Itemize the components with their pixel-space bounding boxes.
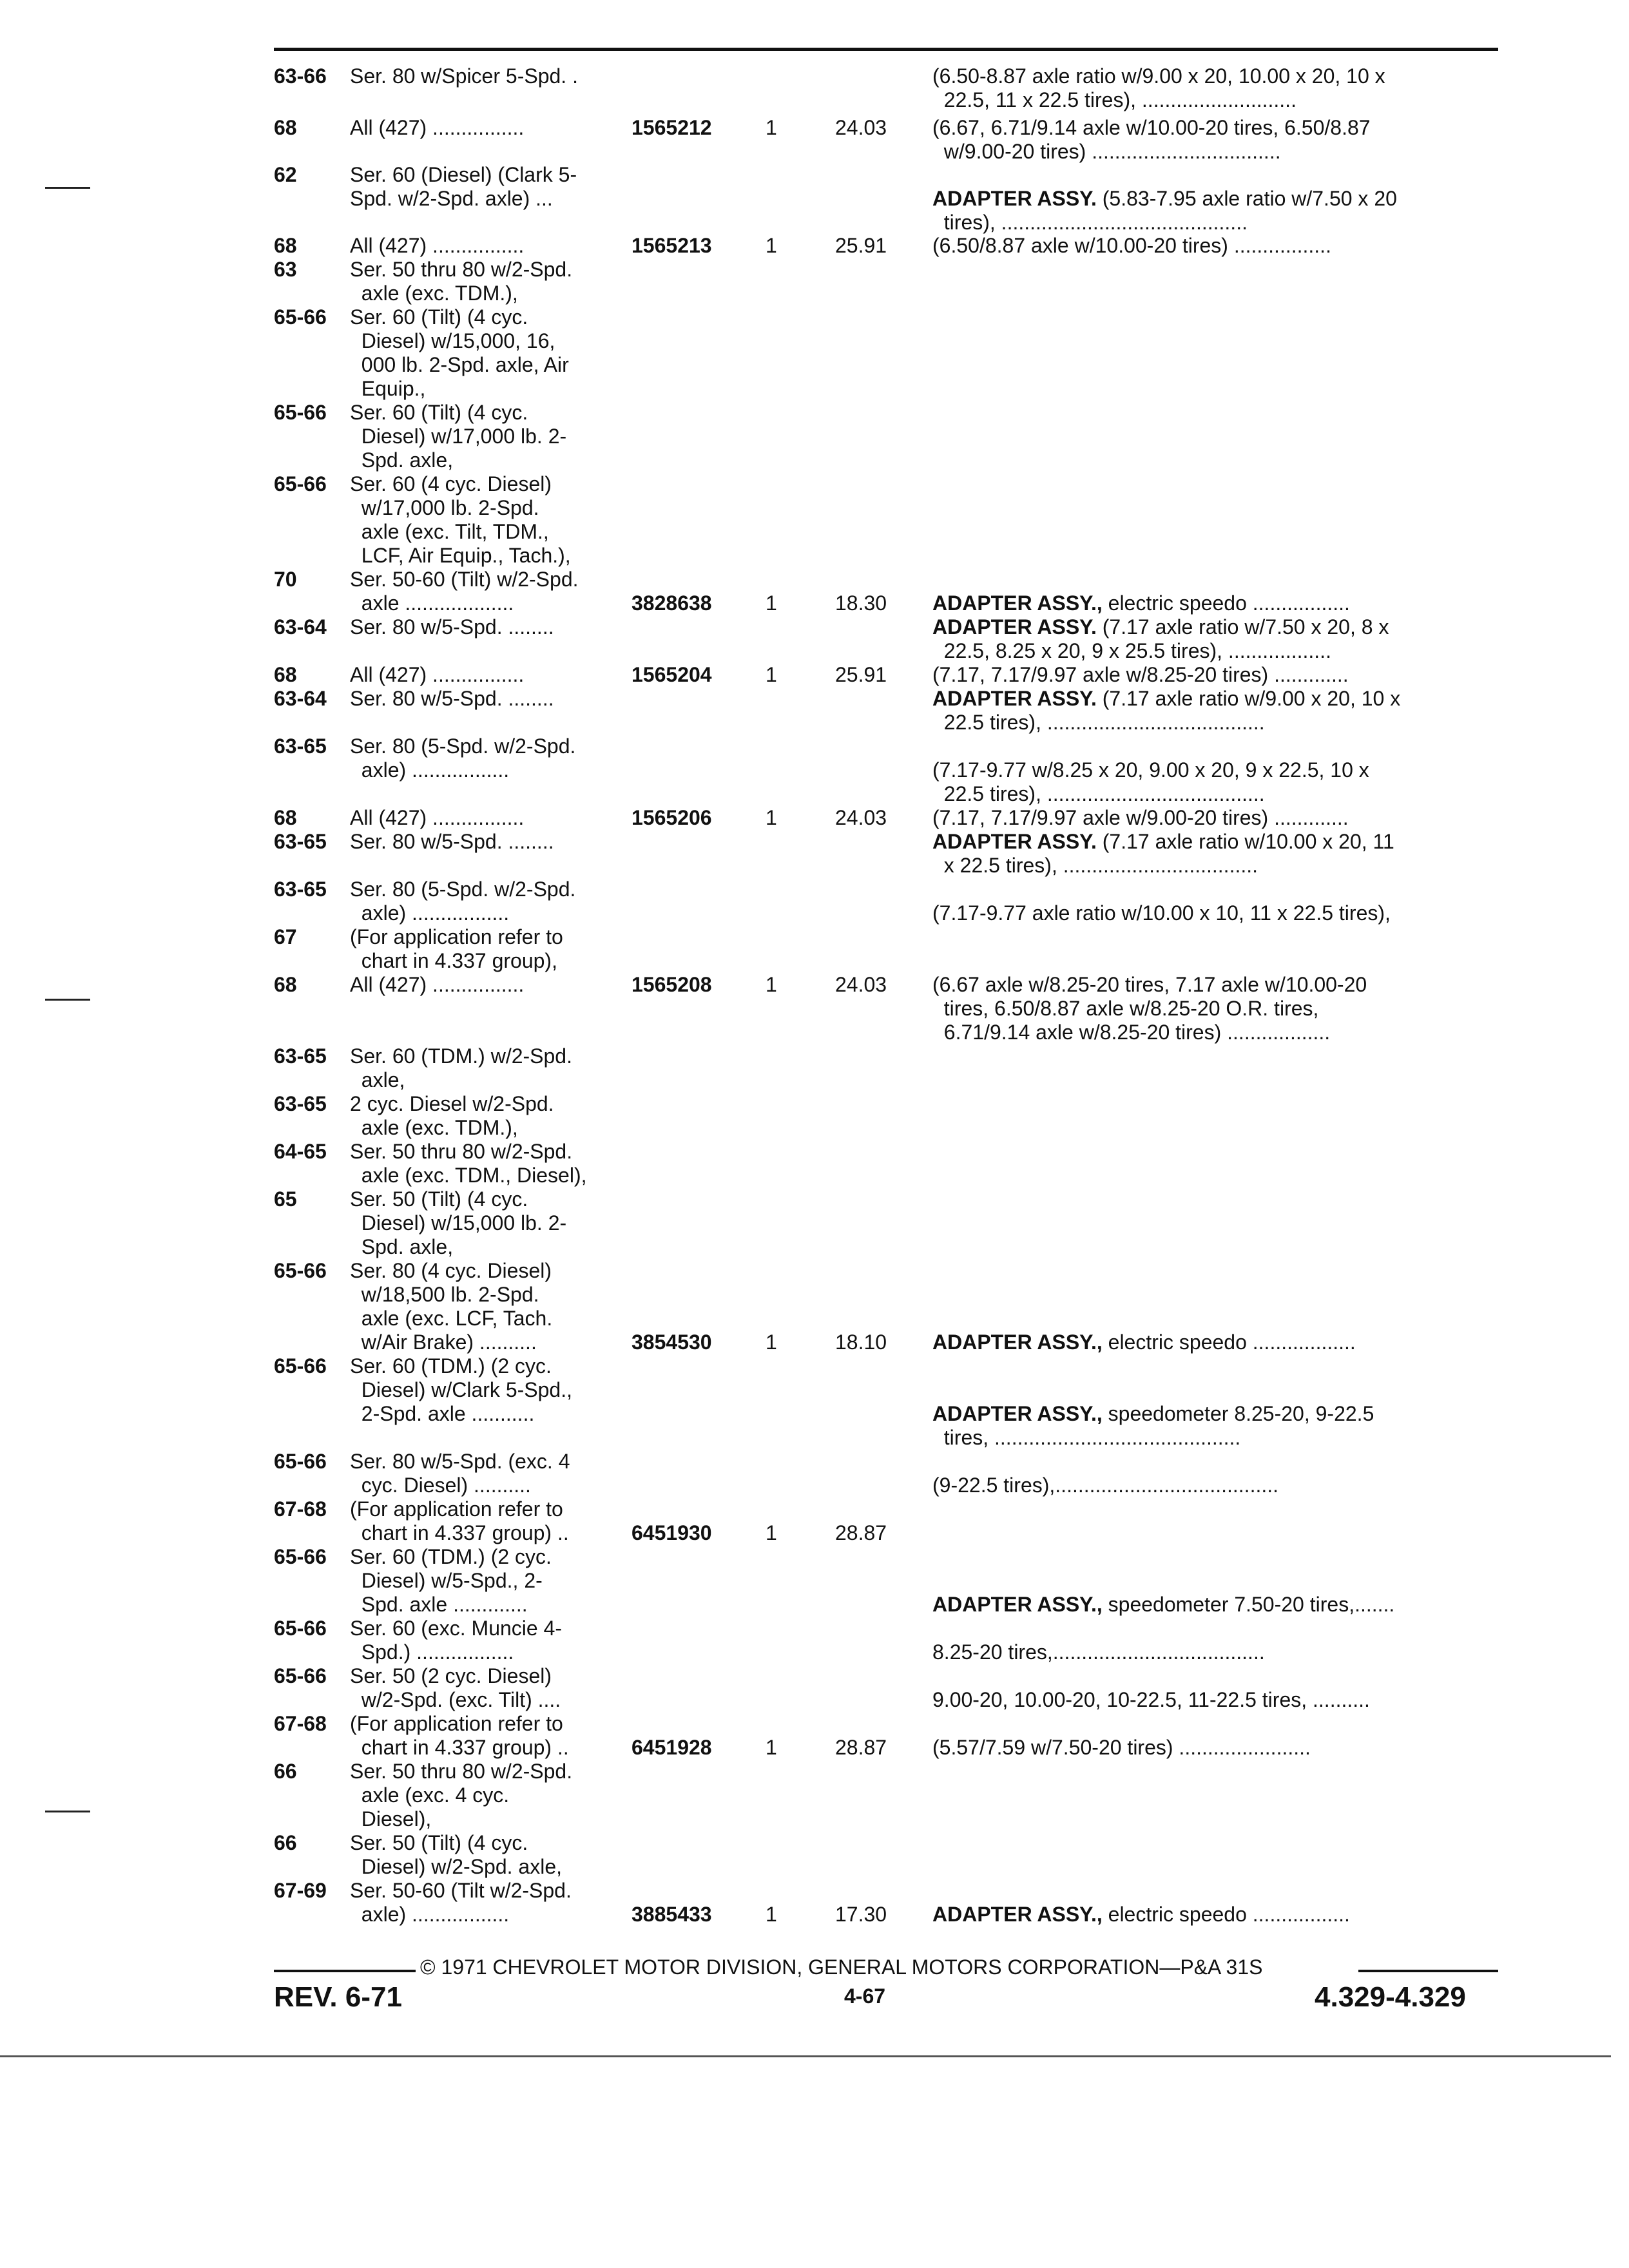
description-body: electric speedo .................. bbox=[1108, 1331, 1356, 1354]
description-body: speedometer 7.50-20 tires,....... bbox=[1108, 1593, 1395, 1616]
model-year: 62 bbox=[274, 163, 297, 186]
quantity: 1 bbox=[766, 591, 777, 615]
quantity: 1 bbox=[766, 663, 777, 686]
quantity: 1 bbox=[766, 1331, 777, 1354]
application-text: (For application refer to chart in 4.337 group) .. bbox=[350, 1712, 569, 1759]
description-text bbox=[932, 1593, 1394, 1617]
part-number: 1565206 bbox=[631, 806, 712, 829]
application-text: All (427) ................ bbox=[350, 806, 525, 829]
top-rule bbox=[274, 48, 1498, 51]
margin-mark bbox=[45, 999, 90, 1001]
description-text bbox=[932, 758, 1369, 806]
description-body: (7.17, 7.17/9.97 axle w/9.00-20 tires) ............. bbox=[932, 806, 1349, 829]
description-heading: ADAPTER ASSY., bbox=[932, 1903, 1108, 1926]
quantity: 1 bbox=[766, 1521, 777, 1544]
description-text bbox=[932, 64, 1385, 112]
description-text bbox=[932, 1474, 1278, 1497]
application-text: 2 cyc. Diesel w/2-Spd. axle (exc. TDM.), bbox=[350, 1092, 554, 1139]
description-body: speedometer 8.25-20, 9-22.5 tires, ........................................... bbox=[943, 1402, 1374, 1449]
description-text bbox=[932, 1688, 1370, 1712]
price: 28.87 bbox=[835, 1521, 887, 1544]
description-text bbox=[932, 973, 1367, 1044]
model-year: 67-69 bbox=[274, 1879, 327, 1902]
quantity: 1 bbox=[766, 234, 777, 257]
model-year: 63 bbox=[274, 258, 297, 281]
quantity: 1 bbox=[766, 1903, 777, 1926]
description-heading: ADAPTER ASSY., bbox=[932, 591, 1108, 615]
description-text bbox=[932, 663, 1349, 687]
description-text bbox=[932, 1640, 1265, 1664]
model-year: 65 bbox=[274, 1187, 297, 1211]
application-text: (For application refer to chart in 4.337 group) .. bbox=[350, 1497, 569, 1544]
description-body: (6.50-8.87 axle ratio w/9.00 x 20, 10.00 x 20, 10 x 22.5, 11 x 22.5 tires), ........................... bbox=[932, 64, 1385, 111]
application-text: Ser. 80 w/5-Spd. ........ bbox=[350, 830, 554, 853]
description-heading: ADAPTER ASSY. bbox=[932, 830, 1103, 853]
footer-rule-left bbox=[274, 1970, 416, 1972]
quantity: 1 bbox=[766, 116, 777, 139]
description-body: (5.57/7.59 w/7.50-20 tires) ....................... bbox=[932, 1736, 1311, 1759]
part-number: 6451928 bbox=[631, 1736, 712, 1759]
description-heading: ADAPTER ASSY., bbox=[932, 1331, 1108, 1354]
description-text bbox=[932, 187, 1397, 235]
model-year: 63-65 bbox=[274, 1092, 327, 1115]
description-body: (5.83-7.95 axle ratio w/7.50 x 20 tires), ........................................... bbox=[943, 187, 1397, 234]
model-year: 65-66 bbox=[274, 1617, 327, 1640]
part-number: 1565213 bbox=[631, 234, 712, 257]
application-text: Ser. 60 (TDM.) w/2-Spd. axle, bbox=[350, 1044, 572, 1091]
description-heading: ADAPTER ASSY. bbox=[932, 187, 1103, 210]
application-text: Ser. 80 w/5-Spd. ........ bbox=[350, 615, 554, 639]
description-text bbox=[932, 116, 1371, 164]
application-text: All (427) ................ bbox=[350, 234, 525, 257]
application-text: Ser. 80 w/Spicer 5-Spd. . bbox=[350, 64, 578, 88]
application-text: Ser. 80 (4 cyc. Diesel) w/18,500 lb. 2-Spd. axle (exc. LCF, Tach. w/Air Brake) .......... bbox=[350, 1259, 553, 1354]
description-body: (7.17, 7.17/9.97 axle w/8.25-20 tires) ............. bbox=[932, 663, 1349, 686]
description-text bbox=[932, 591, 1350, 615]
model-year: 63-65 bbox=[274, 1044, 327, 1068]
application-text: Ser. 80 w/5-Spd. ........ bbox=[350, 687, 554, 710]
model-year: 65-66 bbox=[274, 472, 327, 495]
application-text: Ser. 80 (5-Spd. w/2-Spd. axle) ................. bbox=[350, 735, 576, 782]
description-text bbox=[932, 687, 1400, 735]
copyright-line: © 1971 CHEVROLET MOTOR DIVISION, GENERAL MOTORS CORPORATION—P&A 31S bbox=[420, 1956, 1263, 1979]
application-text: Ser. 80 w/5-Spd. (exc. 4 cyc. Diesel) .......... bbox=[350, 1450, 570, 1497]
description-text bbox=[932, 1402, 1374, 1450]
description-body: (7.17 axle ratio w/7.50 x 20, 8 x 22.5, 8.25 x 20, 9 x 25.5 tires), .................. bbox=[943, 615, 1389, 662]
application-text: Ser. 50-60 (Tilt w/2-Spd. axle) ................. bbox=[350, 1879, 572, 1926]
price: 24.03 bbox=[835, 806, 887, 829]
quantity: 1 bbox=[766, 1736, 777, 1759]
description-text bbox=[932, 234, 1331, 258]
model-year: 67-68 bbox=[274, 1497, 327, 1521]
description-body: (7.17-9.77 axle ratio w/10.00 x 10, 11 x 22.5 tires), bbox=[932, 901, 1391, 925]
margin-mark bbox=[45, 1811, 90, 1812]
application-text: All (427) ................ bbox=[350, 663, 525, 686]
bottom-rule bbox=[0, 2055, 1611, 2057]
description-body: (9-22.5 tires),....................................... bbox=[932, 1474, 1279, 1497]
description-text bbox=[932, 806, 1349, 830]
model-year: 63-65 bbox=[274, 735, 327, 758]
model-year: 68 bbox=[274, 806, 297, 829]
model-year: 68 bbox=[274, 116, 297, 139]
application-text: Ser. 50 thru 80 w/2-Spd. axle (exc. 4 cyc. Diesel), bbox=[350, 1760, 573, 1831]
model-year: 63-64 bbox=[274, 687, 327, 710]
model-year: 65-66 bbox=[274, 1664, 327, 1687]
application-text: Ser. 50 (Tilt) (4 cyc. Diesel) w/15,000 lb. 2- Spd. axle, bbox=[350, 1187, 567, 1258]
model-year: 68 bbox=[274, 234, 297, 257]
description-body: 8.25-20 tires,..................................... bbox=[932, 1640, 1265, 1664]
application-text: Ser. 60 (4 cyc. Diesel) w/17,000 lb. 2-Spd. axle (exc. Tilt, TDM., LCF, Air Equip., Tach.), bbox=[350, 472, 571, 567]
price: 24.03 bbox=[835, 116, 887, 139]
part-number: 6451930 bbox=[631, 1521, 712, 1544]
application-text: (For application refer to chart in 4.337 group), bbox=[350, 925, 563, 972]
model-year: 67-68 bbox=[274, 1712, 327, 1735]
model-year: 63-65 bbox=[274, 878, 327, 901]
application-text: All (427) ................ bbox=[350, 973, 525, 996]
description-body: (7.17 axle ratio w/9.00 x 20, 10 x 22.5 tires), ...................................... bbox=[943, 687, 1401, 734]
price: 25.91 bbox=[835, 663, 887, 686]
description-heading: ADAPTER ASSY., bbox=[932, 1402, 1108, 1425]
part-number: 3828638 bbox=[631, 591, 712, 615]
part-number: 1565212 bbox=[631, 116, 712, 139]
application-text: Ser. 60 (Tilt) (4 cyc. Diesel) w/15,000, 16, 000 lb. 2-Spd. axle, Air Equip., bbox=[350, 305, 569, 400]
application-text: Ser. 60 (TDM.) (2 cyc. Diesel) w/5-Spd., 2- Spd. axle ............. bbox=[350, 1545, 552, 1616]
model-year: 63-66 bbox=[274, 64, 327, 88]
description-body: (7.17 axle ratio w/10.00 x 20, 11 x 22.5 tires), .................................. bbox=[943, 830, 1394, 877]
part-number: 1565204 bbox=[631, 663, 712, 686]
price: 18.10 bbox=[835, 1331, 887, 1354]
description-heading: ADAPTER ASSY. bbox=[932, 615, 1103, 639]
application-text: All (427) ................ bbox=[350, 116, 525, 139]
description-text bbox=[932, 830, 1394, 878]
description-heading: ADAPTER ASSY. bbox=[932, 687, 1103, 710]
application-text: Ser. 80 (5-Spd. w/2-Spd. axle) ................. bbox=[350, 878, 576, 925]
description-body: (6.67 axle w/8.25-20 tires, 7.17 axle w/10.00-20 tires, 6.50/8.87 axle w/8.25-20 O.R. tires, 6.71/9.14 axle w/8.25-20 tires) .................. bbox=[932, 973, 1367, 1044]
page-number: 4-67 bbox=[844, 1984, 886, 2008]
revision-label: REV. 6-71 bbox=[274, 1981, 402, 2013]
application-text: Ser. 60 (TDM.) (2 cyc. Diesel) w/Clark 5-Spd., 2-Spd. axle ........... bbox=[350, 1354, 572, 1425]
description-text bbox=[932, 901, 1391, 925]
application-text: Ser. 60 (Diesel) (Clark 5- Spd. w/2-Spd. axle) ... bbox=[350, 163, 577, 210]
description-text bbox=[932, 1331, 1356, 1354]
model-year: 66 bbox=[274, 1760, 297, 1783]
model-year: 65-66 bbox=[274, 1545, 327, 1568]
model-year: 68 bbox=[274, 663, 297, 686]
application-text: Ser. 50 thru 80 w/2-Spd. axle (exc. TDM.), bbox=[350, 258, 573, 305]
description-body: (7.17-9.77 w/8.25 x 20, 9.00 x 20, 9 x 22.5, 10 x 22.5 tires), ...................................... bbox=[932, 758, 1369, 805]
description-text bbox=[932, 615, 1389, 663]
part-number: 3854530 bbox=[631, 1331, 712, 1354]
description-body: electric speedo ................. bbox=[1108, 1903, 1350, 1926]
application-text: Ser. 60 (exc. Muncie 4- Spd.) ................. bbox=[350, 1617, 563, 1664]
model-year: 64-65 bbox=[274, 1140, 327, 1163]
model-year: 63-64 bbox=[274, 615, 327, 639]
model-year: 65-66 bbox=[274, 305, 327, 329]
application-text: Ser. 60 (Tilt) (4 cyc. Diesel) w/17,000 lb. 2- Spd. axle, bbox=[350, 401, 567, 472]
application-text: Ser. 50 (2 cyc. Diesel) w/2-Spd. (exc. Tilt) .... bbox=[350, 1664, 561, 1711]
description-text bbox=[932, 1736, 1311, 1760]
quantity: 1 bbox=[766, 973, 777, 996]
application-text: Ser. 50-60 (Tilt) w/2-Spd. axle ................... bbox=[350, 568, 579, 615]
model-year: 65-66 bbox=[274, 1259, 327, 1282]
model-year: 70 bbox=[274, 568, 297, 591]
application-text: Ser. 50 thru 80 w/2-Spd. axle (exc. TDM., Diesel), bbox=[350, 1140, 587, 1187]
price: 24.03 bbox=[835, 973, 887, 996]
price: 25.91 bbox=[835, 234, 887, 257]
footer-rule-right bbox=[1358, 1970, 1498, 1972]
model-year: 65-66 bbox=[274, 401, 327, 424]
margin-mark bbox=[45, 187, 90, 189]
quantity: 1 bbox=[766, 806, 777, 829]
model-year: 67 bbox=[274, 925, 297, 948]
group-range: 4.329-4.329 bbox=[1315, 1981, 1466, 2013]
model-year: 68 bbox=[274, 973, 297, 996]
model-year: 65-66 bbox=[274, 1450, 327, 1473]
application-text: Ser. 50 (Tilt) (4 cyc. Diesel) w/2-Spd. axle, bbox=[350, 1831, 563, 1878]
description-body: (6.50/8.87 axle w/10.00-20 tires) ................. bbox=[932, 234, 1331, 257]
model-year: 66 bbox=[274, 1831, 297, 1854]
price: 28.87 bbox=[835, 1736, 887, 1759]
description-text bbox=[932, 1903, 1350, 1927]
price: 18.30 bbox=[835, 591, 887, 615]
description-heading: ADAPTER ASSY., bbox=[932, 1593, 1108, 1616]
part-number: 1565208 bbox=[631, 973, 712, 996]
model-year: 65-66 bbox=[274, 1354, 327, 1378]
price: 17.30 bbox=[835, 1903, 887, 1926]
description-body: (6.67, 6.71/9.14 axle w/10.00-20 tires, 6.50/8.87 w/9.00-20 tires) ................................. bbox=[932, 116, 1371, 163]
part-number: 3885433 bbox=[631, 1903, 712, 1926]
description-body: electric speedo ................. bbox=[1108, 591, 1350, 615]
model-year: 63-65 bbox=[274, 830, 327, 853]
description-body: 9.00-20, 10.00-20, 10-22.5, 11-22.5 tires, .......... bbox=[932, 1688, 1370, 1711]
